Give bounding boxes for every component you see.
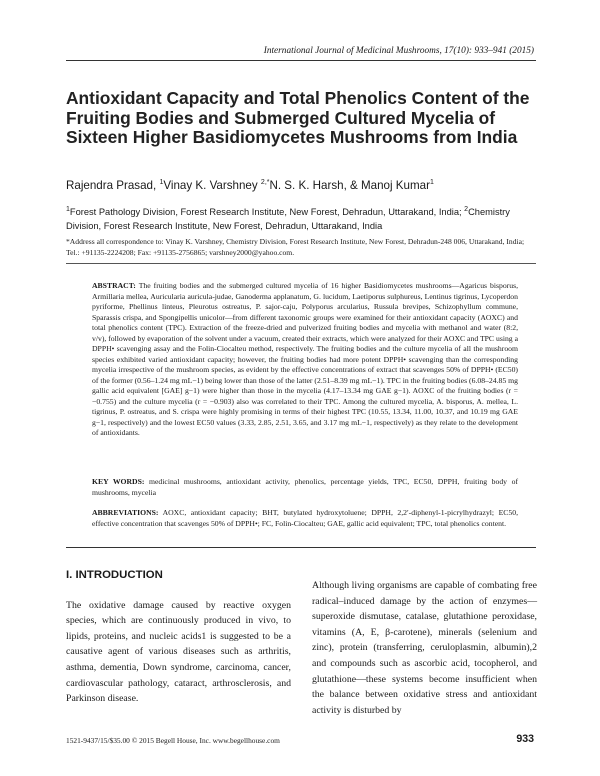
keywords-label: KEY WORDS:: [92, 477, 145, 486]
front-matter-rule: [66, 547, 536, 548]
author-name: Manoj Kumar: [360, 179, 430, 192]
abbreviations-text: AOXC, antioxidant capacity; BHT, butylated hydroxytoluene; DPPH, 2,2′-diphenyl-1-picrylhydrazyl; EC50, effective concentration that scavenges 50% of DPPH•; FC, Folin-Ciocalteu; GAE, gallic acid equivalent; TPC, total phenolics content.: [92, 508, 518, 528]
author-name: Vinay K. Varshney: [163, 179, 258, 192]
abbreviations-label: ABBREVIATIONS:: [92, 508, 159, 517]
author-name: Rajendra Prasad: [66, 179, 154, 192]
abstract-label: ABSTRACT:: [92, 281, 136, 290]
section-heading: I. INTRODUCTION: [66, 569, 163, 581]
article-title: Antioxidant Capacity and Total Phenolics Content of the Fruiting Bodies and Submerged Cultured Mycelia of Sixteen Higher Basidiomycetes Mushrooms from India: [66, 88, 530, 148]
keywords-text: medicinal mushrooms, antioxidant activity, phenolics, percentage yields, TPC, EC50, DPPH, fruiting body of mushrooms, mycelia: [92, 477, 518, 497]
page-number: 933: [516, 733, 534, 745]
author-affiliation-marker: 2,*: [260, 179, 270, 187]
running-header: International Journal of Medicinal Mushrooms, 17(10): 933–941 (2015): [263, 46, 534, 56]
body-column-right: [312, 578, 537, 718]
header-rule: [66, 60, 536, 61]
correspondence-rule: [66, 263, 536, 264]
abstract: [92, 281, 518, 439]
body-paragraph: Although living organisms are capable of combating free radical–induced damage by the action of enzymes—superoxide dismutase, catalase, glutathione peroxidase, vitamins (A, E, β-carotene), minerals (selenium and zinc), protein (transferring, ceruloplasmin, albumin),2 and compounds such as ascorbic acid, tocopherol, and glutathione—these systems become insufficient when the balance between oxidative stress and antioxidant activity is disturbed by: [312, 580, 537, 716]
author-list: Rajendra Prasad, $^1$Vinay K. Varshney $^{2,*}$N. S. K. Harsh, & Manoj Kumar$^1$: [66, 179, 434, 192]
body-paragraph: The oxidative damage caused by reactive oxygen species, which are continuously produced in vivo, to lipids, proteins, and nucleic acids1 is suggested to be a causative agent of various diseases such as arthritis, asthma, dementia, Down syndrome, carcinoma, cancer, cardiovascular pathology, cataract, arthrosclerosis, and Parkinson disease.: [66, 599, 291, 705]
abstract-text: The fruiting bodies and the submerged cultured mycelia of 16 higher Basidiomycetes mushrooms—Agaricus bisporus, Armillaria mellea, Auricularia auricula-judae, Ganoderma applanatum, G. lucidum, Laetiporus sulphureus, Lentinus tigrinus, Lycoperdon pyriforme, Phellinus linteus, Pleurotus ostreatus, P. sajor-caju, Polyporus arcularius, Russula brevipes, Schizophyllum commune, Sparassis crispa, and Spongipellis unicolor—from different taxonomic groups were examined for their antioxidant capacity (AOXC) and total phenolics content (TPC). Extraction of the freeze-dried and pulverized fruiting bodies and mycelia with methanol and water (8:2, v/v), followed by evaporation of the solvent under a vacuum, created their extracts, which were analyzed for their AOXC and TPC using a DPPH• scavenging assay and the Folin-Ciocalteu method, respectively. The fruiting bodies and the culture mycelia of all the mushroom species exhibited varied antioxidant capacity; however, the fruiting bodies had more potent DPPH• scavenging than the corresponding mycelia irrespective of the mushroom species, as evident by the effective concentrations of extract that scavenges 50% of DPPH• (EC50) of the former (0.56–1.24 mg mL−1) being lower than those of the latter (2.51–8.39 mg mL−1). TPC in the fruiting bodies (6.08–24.85 mg gallic acid equivalent [GAE] g−1) were higher than those in the mycelia (4.17–13.34 mg GAE g−1). AOXC of the fruiting bodies (r = −0.755) and the culture mycelia (r = −0.903) also was correlated to their TPC. Among the cultured mycelia, A. bisporus, A. mellea, L. tigrinus, P. ostreatus, and S. crispa were highly promising in terms of their highest TPC (10.55, 13.34, 11.00, 10.37, and 10.19 mg GAE g−1, respectively) and the lowest EC50 values (3.33, 2.85, 2.51, 3.65, and 3.17 mg mL−1, respectively) as they relate to the development of antioxidants.: [92, 281, 518, 437]
footer-copyright: 1521-9437/15/$35.00 © 2015 Begell House, Inc. www.begellhouse.com: [66, 736, 280, 745]
abbreviations: [92, 508, 518, 529]
correspondence-note: *Address all correspondence to: Vinay K. Varshney, Chemistry Division, Forest Research Institute, New Forest, Dehradun-248 006, Uttarakand, India; Tel.: +91135-2224208; Fax: +91135-2756865; varshney2000@yahoo.com.: [66, 237, 525, 257]
body-column-left: [66, 568, 291, 707]
affiliation-2: Chemistry Division, Forest Research Institute, New Forest, Dehradun, Uttarakand, India: [66, 207, 510, 232]
keywords: [92, 477, 518, 498]
author-affiliation-marker: 1: [159, 179, 164, 187]
author-name: N. S. K. Harsh: [269, 179, 344, 192]
author-affiliation-marker: 1: [429, 179, 434, 187]
affiliation-1: Forest Pathology Division, Forest Research Institute, New Forest, Dehradun, Uttarakand, India;: [69, 207, 465, 218]
affiliations: $^1$Forest Pathology Division, Forest Research Institute, New Forest, Dehradun, Uttarakand, India; $^2$Chemistry Division, Forest Research Institute, New Forest, Dehradun, Uttarakand, India: [66, 206, 510, 232]
